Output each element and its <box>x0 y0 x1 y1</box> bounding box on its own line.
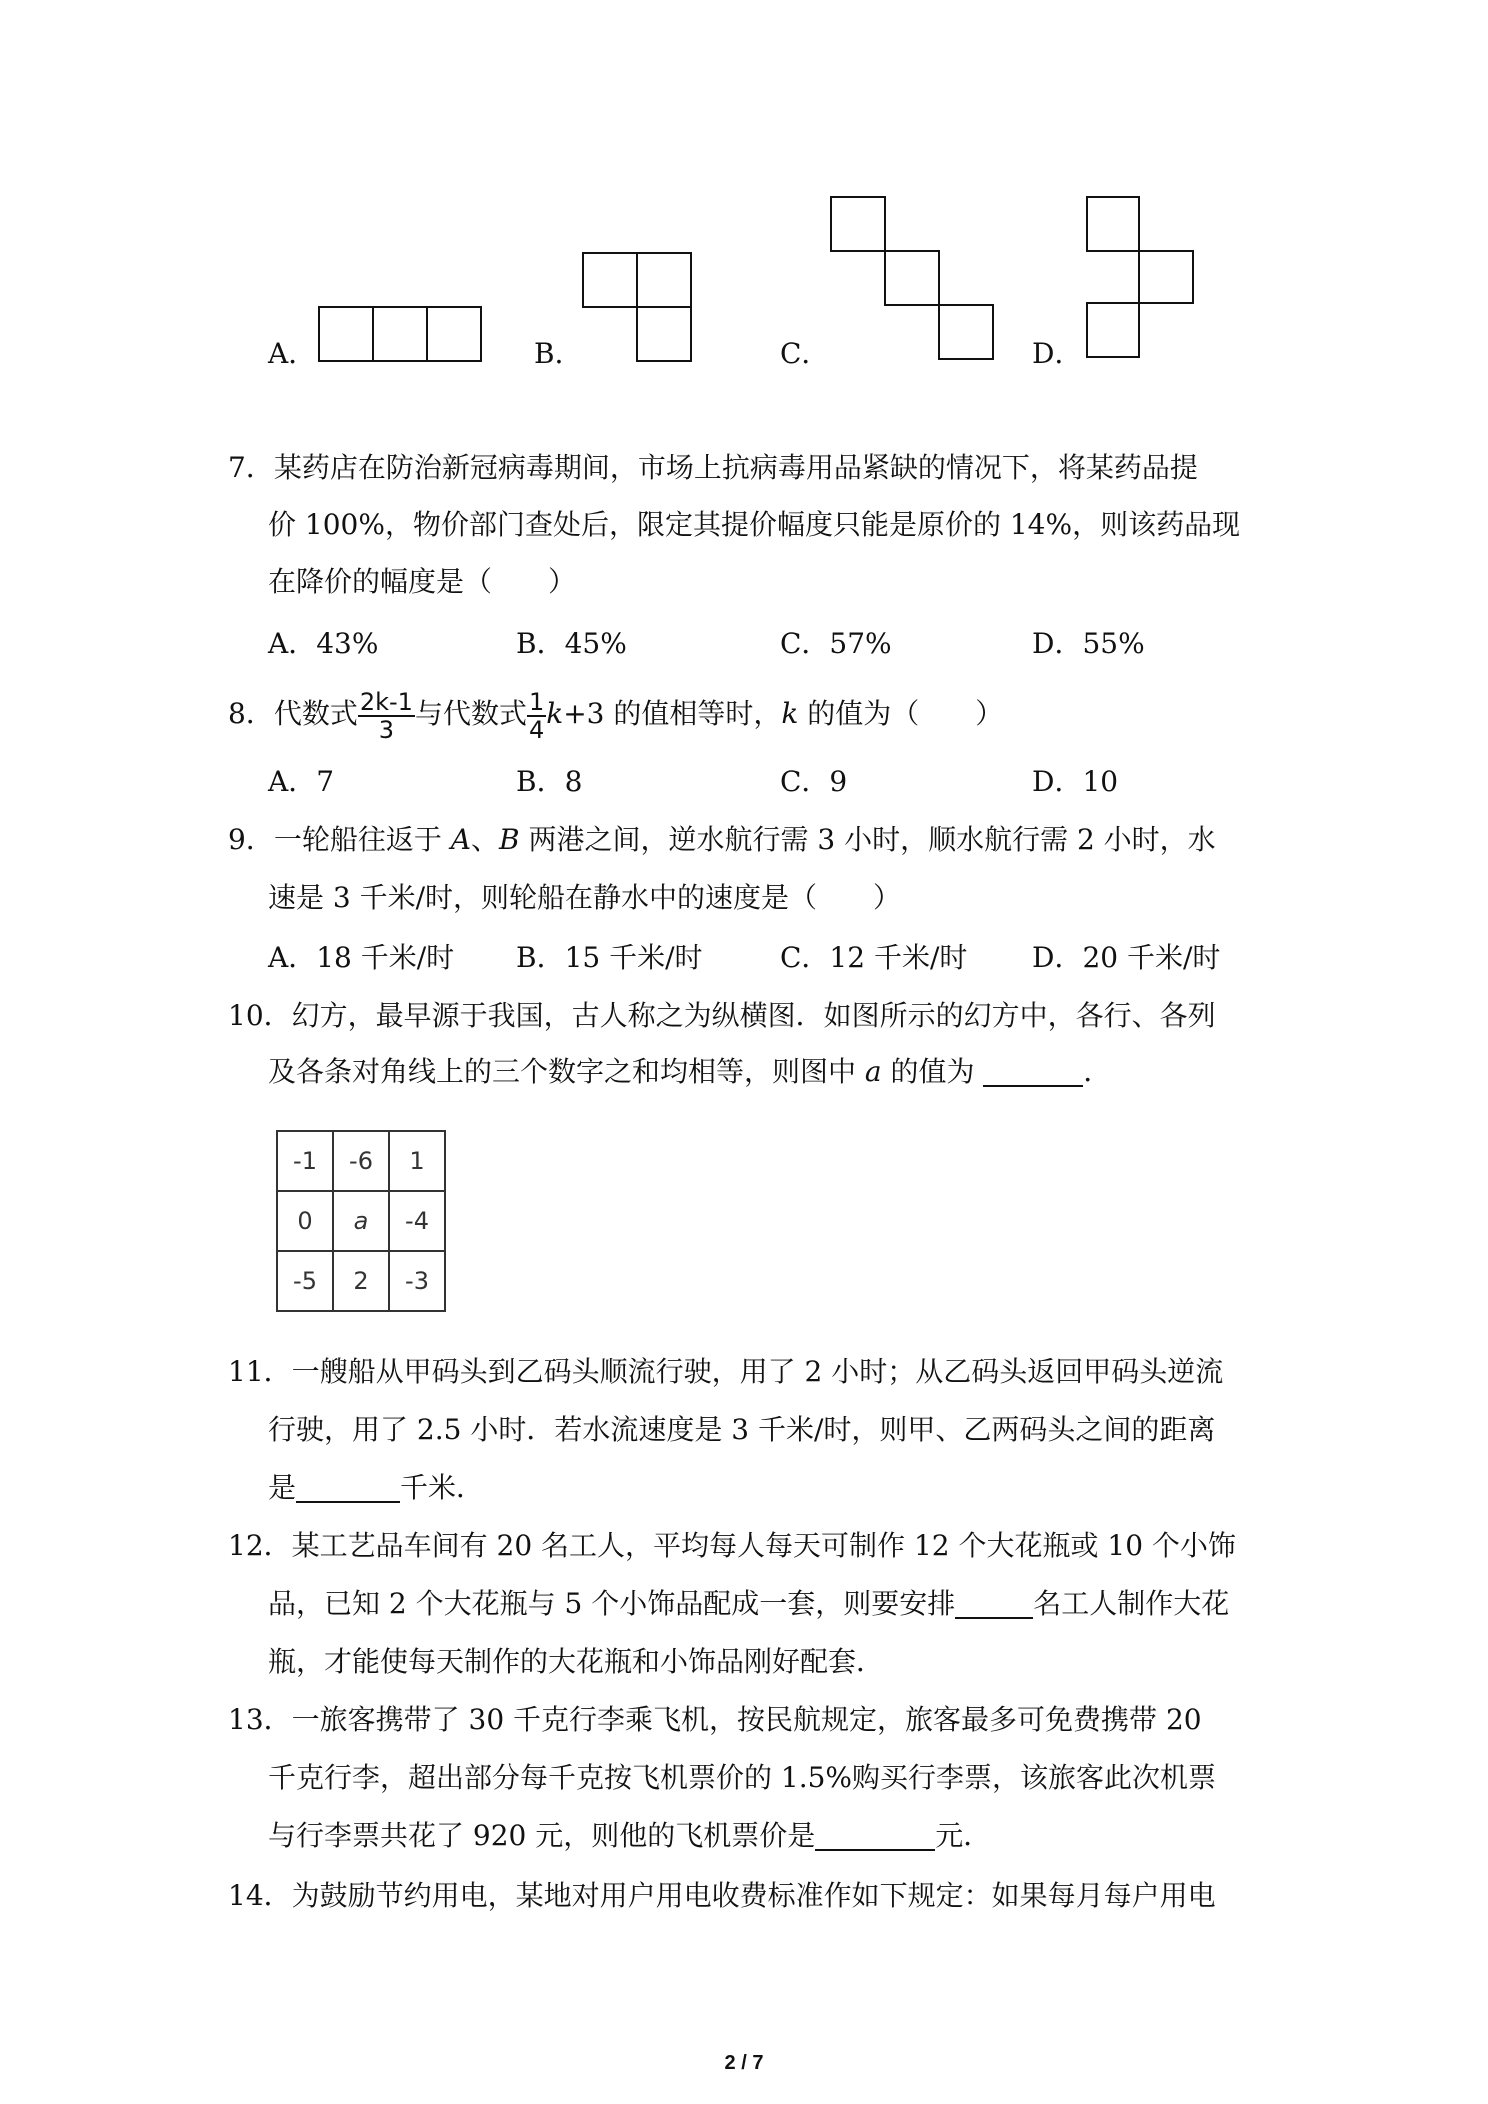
q7-line-3: 在降价的幅度是（ ） <box>268 565 577 598</box>
q8-variable-k: k <box>546 697 564 730</box>
q13-answer-blank <box>815 1819 935 1851</box>
q11-line-3-b: 千米． <box>400 1471 485 1504</box>
q13-line-3 <box>268 1816 991 1856</box>
q14-line-1: 14．为鼓励节约用电，某地对用户用电收费标准作如下规定：如果每月每户用电 <box>228 1879 1216 1912</box>
page-number: 2 / 7 <box>724 2052 764 2074</box>
net-d-square <box>1138 250 1194 304</box>
q7-option-d: D．55% <box>1032 627 1145 660</box>
magic-square-cell: -1 <box>277 1131 333 1191</box>
q8-prefix: 8．代数式 <box>228 697 358 730</box>
q8-option-a: A．7 <box>268 765 335 798</box>
net-c-square <box>830 196 886 252</box>
q7-option-b: B．45% <box>516 627 627 660</box>
net-c-square <box>884 250 940 306</box>
net-a-square <box>426 306 482 362</box>
q10-line-2-b: 的值为 <box>881 1055 984 1088</box>
q8-fraction-1-numerator: 2k-1 <box>359 687 413 716</box>
q10-line-1: 10．幻方，最早源于我国，古人称之为纵横图．如图所示的幻方中，各行、各列 <box>228 999 1216 1032</box>
magic-square-cell: 1 <box>389 1131 445 1191</box>
magic-square-cell: a <box>333 1191 389 1251</box>
q6-option-c-label: C． <box>780 337 830 370</box>
q12-answer-blank <box>955 1587 1033 1619</box>
q8-fraction-2-denominator: 4 <box>528 715 545 744</box>
magic-square-cell: -6 <box>333 1131 389 1191</box>
q10-line-2-end: ． <box>1083 1055 1112 1088</box>
q10-line-2-a: 及各条对角线上的三个数字之和均相等，则图中 <box>268 1055 865 1088</box>
q13-line-3-b: 元． <box>935 1819 992 1852</box>
q11-line-3-a: 是 <box>268 1471 297 1504</box>
q7-option-a: A．43% <box>268 627 379 660</box>
magic-square-grid <box>276 1130 446 1312</box>
net-b-square <box>636 252 692 308</box>
q10-answer-blank <box>983 1055 1083 1087</box>
magic-square-row <box>277 1251 445 1311</box>
q9-line-1-b: 、 <box>470 823 499 856</box>
q10-var-a: a <box>864 1055 882 1088</box>
q12-line-2-b: 名工人制作大花 <box>1033 1587 1230 1620</box>
q7-line-2: 价 100%，物价部门查处后，限定其提价幅度只能是原价的 14%，则该药品现 <box>268 508 1241 541</box>
q6-option-d-label: D． <box>1032 337 1083 370</box>
q6-option-a-label: A． <box>268 337 317 370</box>
q8-option-d: D．10 <box>1032 765 1119 798</box>
q9-line-1-a: 9．一轮船往返于 <box>228 823 451 856</box>
q9-var-b: B <box>498 823 520 856</box>
q9-line-1-c: 两港之间，逆水航行需 3 小时，顺水航行需 2 小时，水 <box>519 823 1216 856</box>
q11-line-3 <box>268 1468 484 1508</box>
q10-line-2 <box>268 1052 1111 1092</box>
q8-after-k: +3 的值相等时， <box>563 697 782 730</box>
net-a-square <box>372 306 428 362</box>
net-d-square <box>1086 196 1140 252</box>
magic-square-cell: -5 <box>277 1251 333 1311</box>
magic-square-row <box>277 1131 445 1191</box>
net-c-square <box>938 304 994 360</box>
net-b-square <box>636 306 692 362</box>
q8-option-b: B．8 <box>516 765 583 798</box>
q7-line-1: 7．某药店在防治新冠病毒期间，市场上抗病毒用品紧缺的情况下，将某药品提 <box>228 451 1198 484</box>
q11-line-2: 行驶，用了 2.5 小时．若水流速度是 3 千米/时，则甲、乙两码头之间的距离 <box>268 1413 1216 1446</box>
q8-fraction-2-numerator: 1 <box>528 687 545 716</box>
q8-suffix: 的值为（ ） <box>798 697 1004 730</box>
q9-var-a: A <box>450 823 471 856</box>
q9-option-c: C．12 千米/时 <box>780 941 968 974</box>
q8-middle: 与代数式 <box>414 697 527 730</box>
q13-line-3-a: 与行李票共花了 920 元，则他的飞机票价是 <box>268 1819 816 1852</box>
q12-line-2 <box>268 1584 1229 1624</box>
q9-option-b: B．15 千米/时 <box>516 941 703 974</box>
q7-option-c: C．57% <box>780 627 892 660</box>
magic-square-cell: 2 <box>333 1251 389 1311</box>
q12-line-1: 12．某工艺品车间有 20 名工人，平均每人每天可制作 12 个大花瓶或 10 个小饰 <box>228 1529 1236 1562</box>
q8-option-c: C．9 <box>780 765 848 798</box>
q11-answer-blank <box>296 1471 400 1503</box>
net-b-square <box>582 252 638 308</box>
magic-square-row <box>277 1191 445 1251</box>
q12-line-2-a: 品，已知 2 个大花瓶与 5 个小饰品配成一套，则要安排 <box>268 1587 956 1620</box>
q8-stem <box>228 684 1003 744</box>
q13-line-1: 13．一旅客携带了 30 千克行李乘飞机，按民航规定，旅客最多可免费携带 20 <box>228 1703 1202 1736</box>
q6-option-b-label: B． <box>534 337 583 370</box>
q9-option-d: D．20 千米/时 <box>1032 941 1221 974</box>
q9-line-2: 速是 3 千米/时，则轮船在静水中的速度是（ ） <box>268 881 902 914</box>
q9-line-1 <box>228 820 1216 860</box>
q13-line-2: 千克行李，超出部分每千克按飞机票价的 1.5%购买行李票，该旅客此次机票 <box>268 1761 1217 1794</box>
q12-line-3: 瓶，才能使每天制作的大花瓶和小饰品刚好配套． <box>268 1645 885 1678</box>
q8-fraction-1 <box>358 689 415 743</box>
q8-fraction-2 <box>527 689 546 743</box>
q8-fraction-1-denominator: 3 <box>378 715 395 744</box>
q11-line-1: 11．一艘船从甲码头到乙码头顺流行驶，用了 2 小时；从乙码头返回甲码头逆流 <box>228 1355 1224 1388</box>
net-d-square <box>1086 302 1140 358</box>
magic-square-cell: 0 <box>277 1191 333 1251</box>
q9-option-a: A．18 千米/时 <box>268 941 455 974</box>
q8-variable-k-2: k <box>781 697 799 730</box>
magic-square-cell: -4 <box>389 1191 445 1251</box>
magic-square-cell: -3 <box>389 1251 445 1311</box>
net-a-square <box>318 306 374 362</box>
